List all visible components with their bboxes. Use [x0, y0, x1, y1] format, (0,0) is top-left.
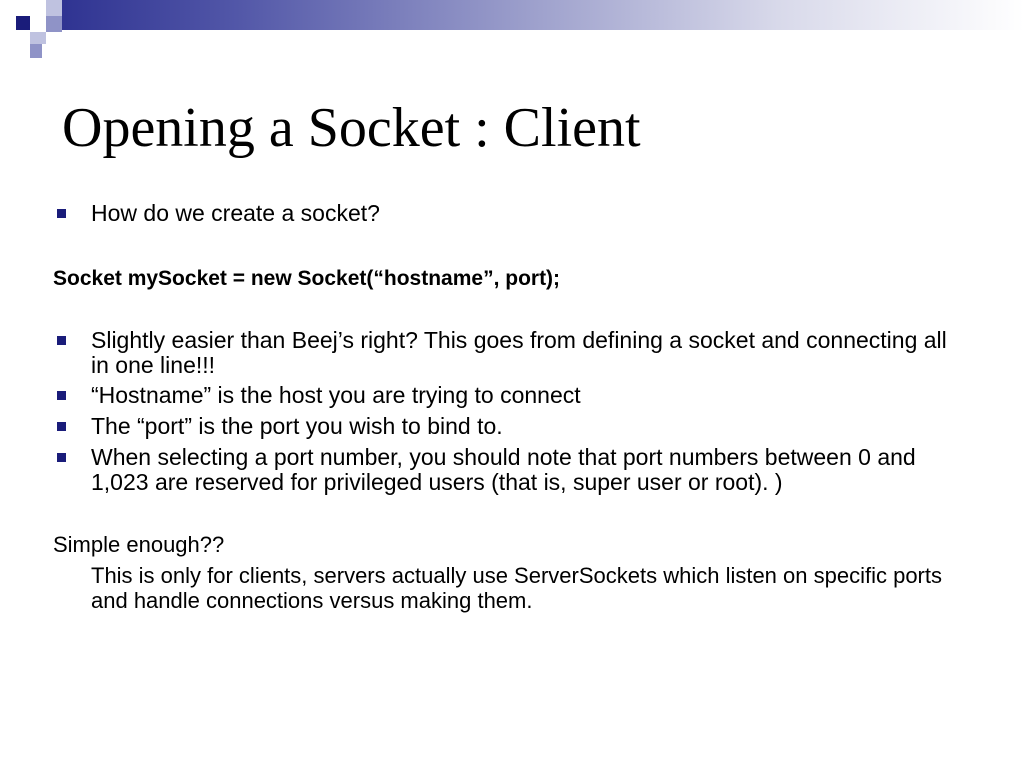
- decor-square: [16, 16, 30, 30]
- decor-square: [30, 44, 42, 58]
- square-bullet-icon: [57, 391, 66, 400]
- list-item: [53, 383, 953, 411]
- slide-title: Opening a Socket : Client: [62, 97, 641, 159]
- list-item: [53, 328, 953, 380]
- list-item-text: When selecting a port number, you should note that port numbers between 0 and 1,023 are reserved for privileged users (that is, super user or root). ): [91, 444, 916, 495]
- closing-heading: Simple enough??: [53, 532, 225, 557]
- square-bullet-icon: [57, 336, 66, 345]
- decor-square: [62, 30, 76, 44]
- header-band: [40, 0, 1024, 30]
- list-item-text: “Hostname” is the host you are trying to connect: [91, 382, 581, 408]
- code-line: Socket mySocket = new Socket(“hostname”, port);: [53, 267, 561, 290]
- intro-bullet-text: How do we create a socket?: [91, 200, 380, 226]
- closing-paragraph: This is only for clients, servers actually use ServerSockets which listen on specific ports and handle connections versus making them.: [91, 563, 942, 613]
- decor-square: [46, 16, 62, 32]
- decor-square: [30, 32, 46, 44]
- list-item-text: The “port” is the port you wish to bind to.: [91, 413, 503, 439]
- list-item: [53, 414, 953, 442]
- square-bullet-icon: [57, 453, 66, 462]
- decor-square: [16, 30, 30, 42]
- intro-bullet: [53, 201, 953, 231]
- decor-square: [30, 0, 46, 16]
- list-item: [53, 445, 953, 497]
- square-bullet-icon: [57, 422, 66, 431]
- square-bullet-icon: [57, 209, 66, 218]
- list-item-text: Slightly easier than Beej’s right? This goes from defining a socket and connecting all in one line!!!: [91, 327, 947, 378]
- decor-square: [30, 16, 46, 32]
- decor-square: [46, 0, 62, 16]
